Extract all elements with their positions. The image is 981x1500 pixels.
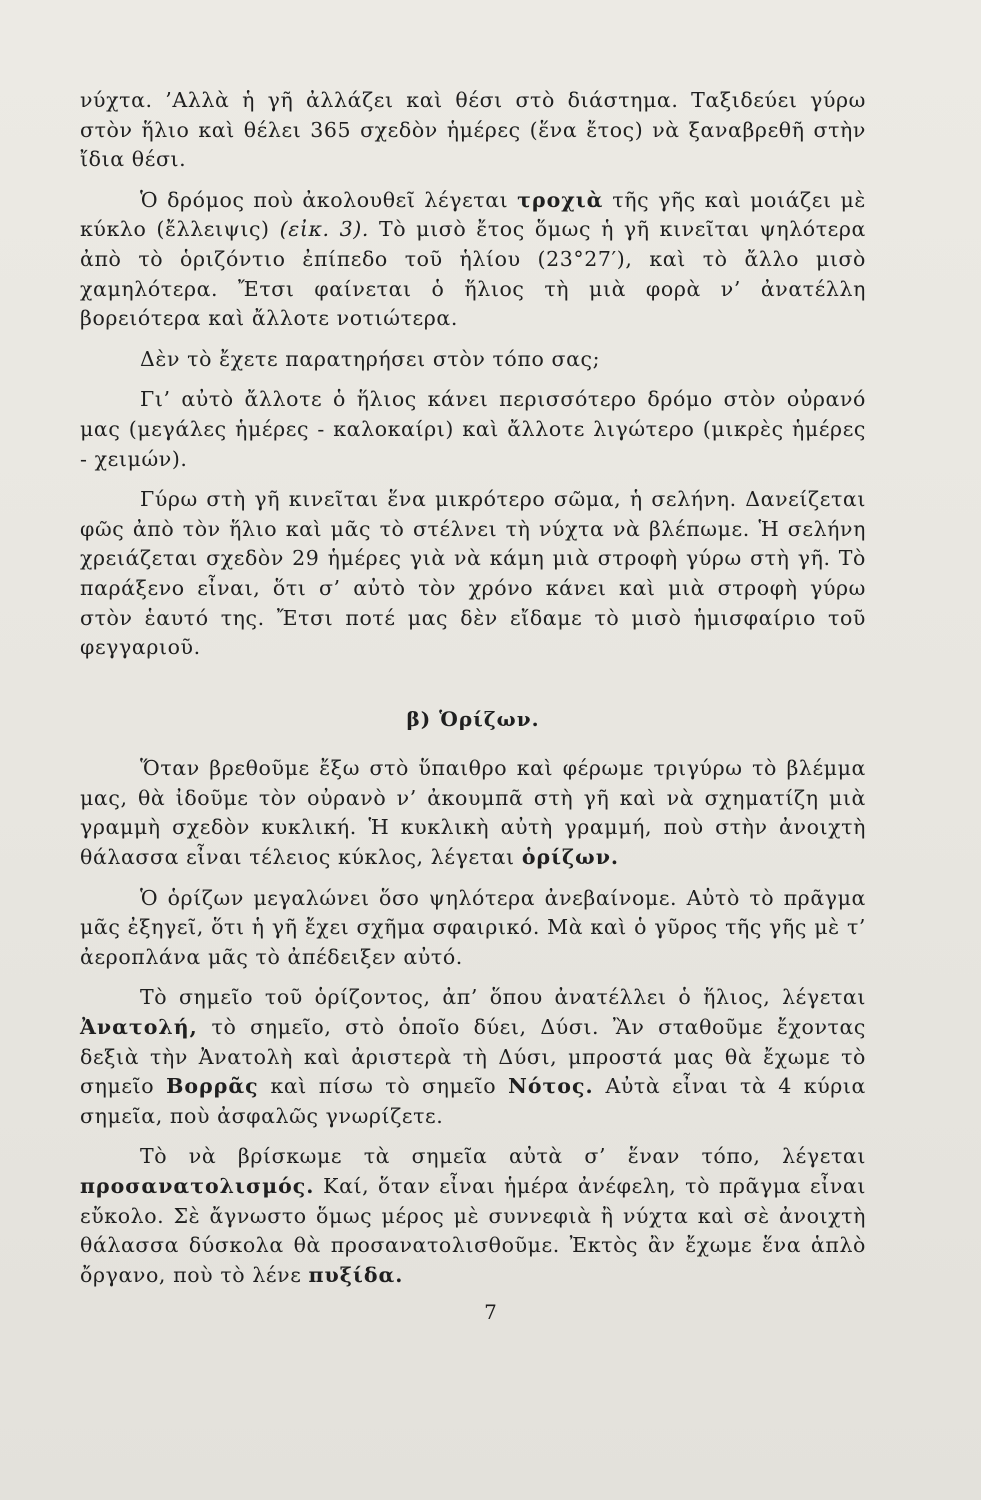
paragraph-3: Δὲν τὸ ἔχετε παρατηρήσει στὸν τόπο σας; [140,346,601,371]
paragraph-2-text-e: Τὸ μισὸ ἔτος ὅμως ἡ γῆ κινεῖται ψηλότερα ἀπὸ τὸ ὁριζόντιο ἐπίπεδο τοῦ ἡλίου (23°27′), καὶ τὸ ἄλλο μισὸ χαμηλότερα. Ἔτσι φαίνεται ὁ ἥλιος τὴ μιὰ φορὰ ν’ ἀνατέλλη βορειότερα καὶ ἄλλοτε νοτιώτερα. [80,217,866,331]
term-prosanatolismos: προσανατολισμός. [80,1174,315,1198]
term-orizon: ὁρίζων. [521,845,620,870]
paragraph-8-text-c: τὸ σημεῖο, στὸ ὁποῖο δύει, Δύσι. Ἂν σταθοῦμε ἔχοντας δεξιὰ τὴν Ἀνατολὴ καὶ ἀριστερὰ τὴ Δύσι, μπροστά μας θὰ ἔχωμε τὸ σημεῖο [80,1015,866,1099]
paragraph-9 [80,1142,866,1290]
page-number: 7 [484,1300,497,1324]
paragraph-9-text-a: Τὸ νὰ βρίσκωμε τὰ σημεῖα αὐτὰ σ’ ἕναν τόπο, λέγεται [140,1144,866,1169]
paragraph-8-text-a: Τὸ σημεῖο τοῦ ὁρίζοντος, ἀπ’ ὅπου ἀνατέλλει ὁ ἥλιος, λέγεται [140,985,866,1010]
paragraph-8-text-e: καὶ πίσω τὸ σημεῖο [258,1074,509,1099]
term-vorras: Βορρᾶς [166,1074,259,1099]
paragraph-6-text-a: Ὅταν βρεθοῦμε ἔξω στὸ ὕπαιθρο καὶ φέρωμε τριγύρω τὸ βλέμμα μας, θὰ ἰδοῦμε τὸν οὐρανὸ ν’ ἀκουμπᾶ στὴ γῆ καὶ νὰ σχηματίζη μιὰ γραμμὴ σχεδὸν κυκλική. Ἡ κυκλικὴ αὐτὴ γραμμή, ποὺ στὴν ἀνοιχτὴ θάλασσα εἶναι τέλειος κύκλος, λέγεται [80,756,866,870]
term-pyxida: πυξίδα. [308,1262,404,1287]
term-trochia: τροχιὰ [517,187,604,212]
term-anatoli: Ἀνατολή, [80,1015,198,1040]
paragraph-8-text-g: Αὐτὰ εἶναι τὰ 4 κύρια σημεῖα, ποὺ ἀσφαλῶς γνωρίζετε. [80,1074,866,1128]
figure-reference: (εἰκ. 3). [279,217,369,242]
paragraph-6 [80,754,866,872]
paragraph-1: νύχτα. ’Αλλὰ ἡ γῆ ἀλλάζει καὶ θέσι στὸ διάστημα. Ταξιδεύει γύρω στὸν ἥλιο καὶ θέλει 365 σχεδὸν ἡμέρες (ἕνα ἔτος) νὰ ξαναβρεθῆ στὴν ἴδια θέσι. [80,88,866,172]
page-text [80,86,866,1290]
paragraph-4: Γι’ αὐτὸ ἄλλοτε ὁ ἥλιος κάνει περισσότερο δρόμο στὸν οὐρανό μας (μεγάλες ἡμέρες - καλοκαίρι) καὶ ἄλλοτε λιγώτερο (μικρὲς ἡμέρες - χειμών). [80,387,866,471]
paragraph-9-text-c: Καί, ὅταν εἶναι ἡμέρα ἀνέφελη, τὸ πρᾶγμα εἶναι εὔκολο. Σὲ ἄγνωστο ὅμως μέρος μὲ συννεφιὰ ἢ νύχτα καὶ σὲ ἀνοιχτὴ θάλασσα δύσκολα θὰ προσανατολισθοῦμε. Ἐκτὸς ἂν ἔχωμε ἕνα ἁπλὸ ὄργανο, ποὺ τὸ λένε [80,1174,866,1287]
term-notos: Νότος. [508,1074,594,1099]
paragraph-2-text-c: τῆς γῆς καὶ μοιάζει μὲ κύκλο (ἔλλειψις) [80,187,866,242]
paragraph-8 [80,983,866,1131]
paragraph-2-text-a: Ὁ δρόμος ποὺ ἀκολουθεῖ λέγεται [140,187,518,212]
paragraph-2 [80,186,866,334]
paragraph-5: Γύρω στὴ γῆ κινεῖται ἕνα μικρότερο σῶμα, ἡ σελήνη. Δανείζεται φῶς ἀπὸ τὸν ἥλιο καὶ μᾶς τὸ στέλνει τὴ νύχτα νὰ βλέπωμε. Ἡ σελήνη χρειάζεται σχεδὸν 29 ἡμέρες γιὰ νὰ κάμη μιὰ στροφὴ γύρω στὴ γῆ. Τὸ παράξενο εἶναι, ὅτι σ’ αὐτὸ τὸν χρόνο κάνει καὶ μιὰ στροφὴ γύρω στὸν ἑαυτό της. Ἔτσι ποτέ μας δὲν εἴδαμε τὸ μισὸ ἡμισφαίριο τοῦ φεγγαριοῦ. [80,487,866,660]
section-heading-orizon: β) Ὁρίζων. [406,706,540,731]
paragraph-7: Ὁ ὁρίζων μεγαλώνει ὅσο ψηλότερα ἀνεβαίνομε. Αὐτὸ τὸ πρᾶγμα μᾶς ἐξηγεῖ, ὅτι ἡ γῆ ἔχει σχῆμα σφαιρικό. Μὰ καὶ ὁ γῦρος τῆς γῆς μὲ τ’ ἀεροπλάνα μᾶς τὸ ἀπέδειξεν αὐτό. [80,885,866,969]
